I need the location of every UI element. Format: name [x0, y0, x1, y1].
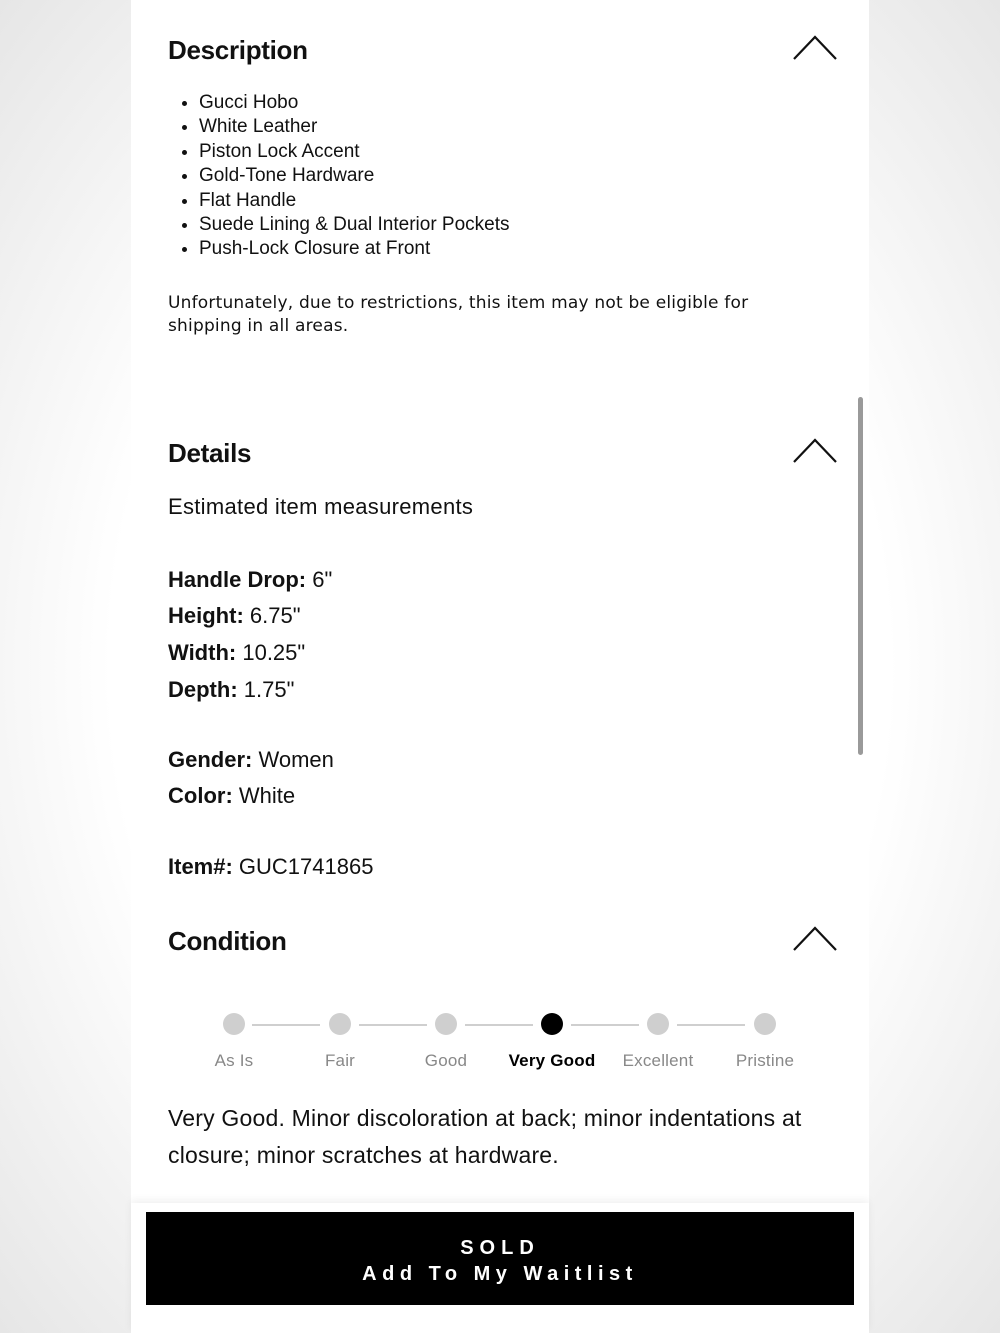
list-item: • Suede Lining & Dual Interior Pockets [199, 213, 510, 237]
step-label: Pristine [735, 1051, 795, 1070]
details-subtitle: Estimated item measurements [168, 494, 474, 519]
step-dot [647, 1013, 669, 1035]
shipping-notice: Unfortunately, due to restrictions, this item may not be eligible for shipping in all areas. [168, 293, 749, 336]
details-header[interactable] [168, 433, 839, 473]
spec-color: Color: White [168, 783, 296, 808]
spec-item-number: Item#: GUC1741865 [168, 854, 374, 879]
condition-step-excellent [605, 1008, 711, 1071]
scrollbar[interactable] [858, 397, 863, 755]
description-header[interactable] [168, 30, 839, 70]
spec-height: Height: 6.75" [168, 603, 301, 628]
chevron-up-icon[interactable] [791, 30, 839, 70]
condition-step-fair [287, 1008, 393, 1071]
chevron-up-icon[interactable] [791, 921, 839, 961]
waitlist-label: Add To My Waitlist [362, 1263, 638, 1285]
details-title: Details [168, 438, 252, 468]
step-dot [754, 1013, 776, 1035]
sold-status-label: SOLD [460, 1237, 540, 1259]
list-item: • White Leather [199, 115, 510, 139]
spec-handle-drop: Handle Drop: 6" [168, 567, 333, 592]
spec-gender: Gender: Women [168, 747, 334, 772]
condition-step-very-good [499, 1008, 605, 1071]
step-label: As Is [214, 1051, 254, 1070]
sticky-footer [131, 1203, 869, 1333]
step-dot-selected [541, 1013, 563, 1035]
condition-title: Condition [168, 926, 287, 956]
description-list [168, 91, 510, 262]
step-dot [435, 1013, 457, 1035]
description-title: Description [168, 35, 308, 65]
step-dot [329, 1013, 351, 1035]
condition-description: Very Good. Minor discoloration at back; minor indentations at closure; minor scratches at hardware. [168, 1105, 802, 1168]
condition-step-good [393, 1008, 499, 1071]
product-detail-panel [131, 0, 869, 1333]
step-label: Excellent [622, 1051, 694, 1070]
step-label: Fair [324, 1051, 356, 1070]
list-item: • Push-Lock Closure at Front [199, 237, 510, 261]
add-to-waitlist-button[interactable] [146, 1212, 854, 1305]
step-dot [223, 1013, 245, 1035]
spec-width: Width: 10.25" [168, 640, 306, 665]
chevron-up-icon[interactable] [791, 433, 839, 473]
list-item: • Flat Handle [199, 189, 510, 213]
list-item: • Gucci Hobo [199, 91, 510, 115]
list-item: • Piston Lock Accent [199, 140, 510, 164]
step-label: Very Good [508, 1051, 596, 1070]
condition-step-pristine [712, 1008, 818, 1071]
condition-header[interactable] [168, 921, 839, 961]
list-item: • Gold-Tone Hardware [199, 164, 510, 188]
spec-depth: Depth: 1.75" [168, 677, 295, 702]
step-label: Good [424, 1051, 468, 1070]
condition-stepper [181, 1008, 861, 1088]
condition-step-as-is [181, 1008, 287, 1071]
